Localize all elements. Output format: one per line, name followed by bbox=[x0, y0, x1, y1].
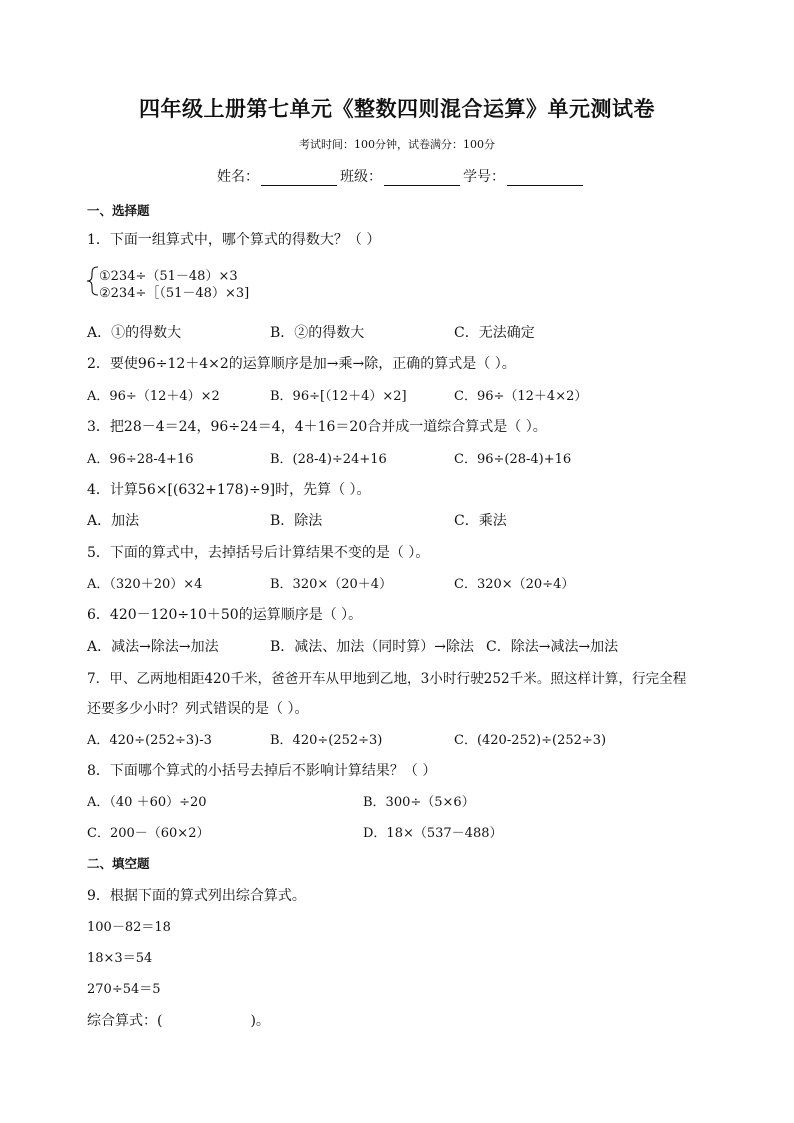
question-4-stem: 4．计算56×[(632+178)÷9]时，先算（ ）。 bbox=[87, 482, 371, 498]
answer-end: )。 bbox=[250, 1013, 270, 1029]
question-3-stem: 3．把28－4＝24，96÷24＝4，4＋16＝20合并成一道综合算式是（ ）。 bbox=[87, 419, 547, 435]
class-blank[interactable] bbox=[384, 169, 460, 186]
question-9-equation-1: 100－82＝18 bbox=[87, 920, 171, 935]
question-7-stem-line-2: 还要多少小时？列式错误的是（ ）。 bbox=[87, 701, 309, 717]
question-1-formula-2: ②234÷［（51－48）×3] bbox=[99, 286, 250, 301]
question-7-option-a[interactable]: A．420÷(252÷3)-3 bbox=[87, 733, 212, 748]
question-4-option-a[interactable]: A．加法 bbox=[87, 513, 140, 529]
question-6-stem: 6．420－120÷10＋50的运算顺序是（ ）。 bbox=[87, 607, 363, 623]
question-6-option-c[interactable]: C．除法→减法→加法 bbox=[486, 639, 619, 655]
id-label: 学号： bbox=[463, 169, 505, 185]
question-1-option-b[interactable]: B．②的得数大 bbox=[270, 325, 365, 341]
question-1-formula-1: ①234÷（51－48）×3 bbox=[99, 269, 238, 284]
question-9-equation-2: 18×3＝54 bbox=[87, 951, 153, 966]
exam-subtitle: 考试时间：100分钟，试卷满分：100分 bbox=[299, 138, 495, 151]
name-label: 姓名： bbox=[217, 169, 259, 185]
question-1-option-c[interactable]: C．无法确定 bbox=[454, 325, 535, 341]
question-1-option-a[interactable]: A．①的得数大 bbox=[87, 325, 182, 341]
question-2-option-a[interactable]: A．96÷（12＋4）×2 bbox=[87, 389, 220, 404]
question-5-option-c[interactable]: C．320×（20÷4） bbox=[454, 577, 575, 592]
name-blank[interactable] bbox=[261, 169, 337, 186]
section-heading-choice: 一、选择题 bbox=[87, 203, 150, 218]
question-2-option-b[interactable]: B．96÷[（12＋4）×2] bbox=[270, 389, 407, 404]
question-8-option-c[interactable]: C．200－（60×2） bbox=[87, 826, 210, 841]
question-6-option-b[interactable]: B．减法、加法（同时算）→除法 bbox=[270, 639, 475, 655]
answer-label: 综合算式：( bbox=[87, 1013, 163, 1029]
question-1-stem: 1．下面一组算式中，哪个算式的得数大？（ ） bbox=[87, 232, 381, 248]
question-9-answer-row bbox=[87, 1010, 270, 1030]
question-3-option-b[interactable]: B．(28-4)÷24+16 bbox=[270, 452, 387, 467]
question-2-option-c[interactable]: C．96÷（12＋4×2） bbox=[454, 389, 588, 404]
question-3-option-a[interactable]: A．96÷28-4+16 bbox=[87, 452, 194, 467]
student-info-row bbox=[217, 166, 586, 186]
id-blank[interactable] bbox=[507, 169, 583, 186]
class-label: 班级： bbox=[340, 169, 382, 185]
page-title: 四年级上册第七单元《整数四则混合运算》单元测试卷 bbox=[139, 96, 655, 121]
question-4-option-b[interactable]: B．除法 bbox=[270, 513, 323, 529]
question-5-stem: 5．下面的算式中，去掉括号后计算结果不变的是（ ）。 bbox=[87, 545, 430, 561]
question-9-stem: 9．根据下面的算式列出综合算式。 bbox=[87, 888, 306, 904]
question-3-option-c[interactable]: C．96÷(28-4)+16 bbox=[454, 452, 572, 467]
question-8-stem: 8．下面哪个算式的小括号去掉后不影响计算结果？（ ） bbox=[87, 763, 437, 779]
question-4-option-c[interactable]: C．乘法 bbox=[454, 513, 507, 529]
question-6-option-a[interactable]: A．减法→除法→加法 bbox=[87, 639, 219, 655]
question-8-option-b[interactable]: B．300÷（5×6） bbox=[363, 795, 475, 810]
question-8-option-a[interactable]: A．（40 ＋60）÷20 bbox=[87, 795, 207, 810]
question-7-stem-line-1: 7．甲、乙两地相距420千米，爸爸开车从甲地到乙地，3小时行驶252千米。照这样计算，行完全程 bbox=[87, 671, 687, 687]
question-8-option-d[interactable]: D．18×（537－488） bbox=[363, 826, 503, 841]
brace-icon bbox=[86, 266, 100, 296]
question-7-option-c[interactable]: C．(420-252)÷(252÷3) bbox=[454, 733, 607, 748]
section-heading-fill: 二、填空题 bbox=[87, 856, 150, 871]
question-7-option-b[interactable]: B．420÷(252÷3) bbox=[270, 733, 383, 748]
question-5-option-b[interactable]: B．320×（20＋4） bbox=[270, 577, 393, 592]
question-9-equation-3: 270÷54＝5 bbox=[87, 982, 161, 997]
question-2-stem: 2．要使96÷12＋4×2的运算顺序是加→乘→除，正确的算式是（ ）。 bbox=[87, 356, 516, 372]
question-5-option-a[interactable]: A．（320＋20）×4 bbox=[87, 577, 203, 592]
